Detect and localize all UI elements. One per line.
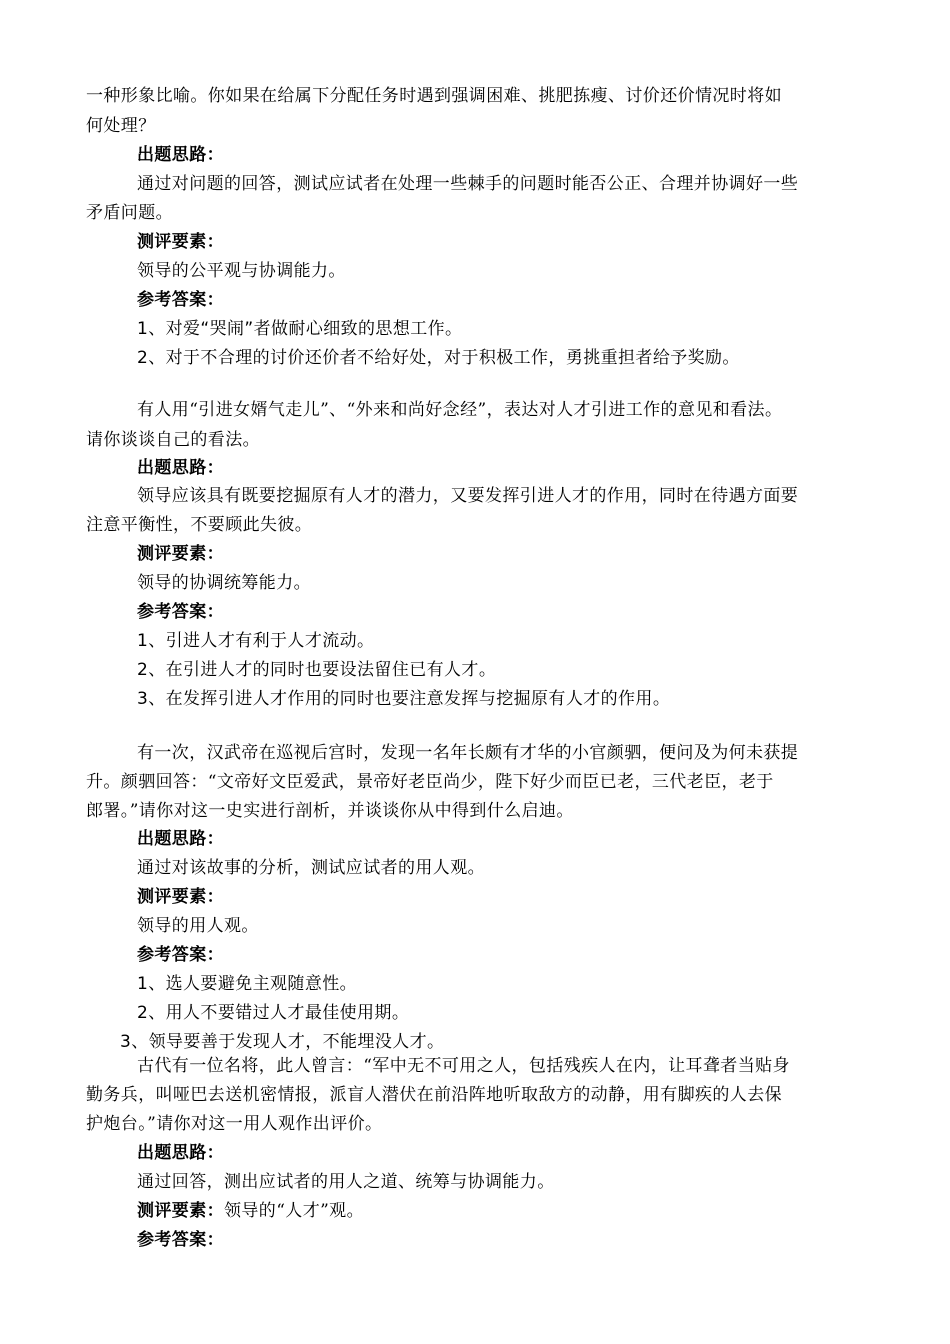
list-item: 3、在发挥引进人才作用的同时也要注意发挥与挖掘原有人才的作用。 [137,689,671,709]
list-item: 1、引进人才有利于人才流动。 [137,631,375,651]
text-line: 矛盾问题。 [86,203,173,223]
question-line: 请你谈谈自己的看法。 [86,430,260,450]
text-value: 领导的“人才”观。 [224,1201,364,1221]
section-heading: 参考答案： [137,290,224,310]
section-heading: 参考答案： [137,945,224,965]
question-line: 有人用“引进女婿气走儿”、“外来和尚好念经”，表达对人才引进工作的意见和看法。 [137,400,783,420]
text-line: 领导应该具有既要挖掘原有人才的潜力，又要发挥引进人才的作用，同时在待遇方面要 [137,486,799,506]
question-line: 郎署。”请你对这一史实进行剖析，并谈谈你从中得到什么启迪。 [86,801,574,821]
text-line: 通过对该故事的分析，测试应试者的用人观。 [137,858,485,878]
text-line: 一种形象比喻。你如果在给属下分配任务时遇到强调困难、挑肥拣瘦、讨价还价情况时将如 [86,86,782,106]
list-item: 2、在引进人才的同时也要设法留住已有人才。 [137,660,497,680]
question-line: 有一次，汉武帝在巡视后宫时，发现一名年长颇有才华的小官颜驷，便问及为何未获提 [137,743,799,763]
question-line: 升。颜驷回答：“文帝好文臣爱武，景帝好老臣尚少，陛下好少而臣已老，三代老臣，老于 [86,772,774,792]
section-heading: 出题思路： [137,829,224,849]
section-heading: 测评要素： [137,544,224,564]
section-heading: 出题思路： [137,1143,224,1163]
section-heading: 测评要素： [137,1201,224,1221]
text-line: 注意平衡性，不要顾此失彼。 [86,515,313,535]
section-heading: 测评要素： [137,232,224,252]
text-line: 何处理？ [86,116,156,136]
list-item: 3、领导要善于发现人才，不能埋没人才。 [120,1032,445,1052]
section-heading: 参考答案： [137,602,224,622]
section-heading: 参考答案： [137,1230,224,1250]
text-line: 通过回答，测出应试者的用人之道、统筹与协调能力。 [137,1172,555,1192]
list-item: 1、选人要避免主观随意性。 [137,974,358,994]
text-line: 通过对问题的回答，测试应试者在处理一些棘手的问题时能否公正、合理并协调好一些 [137,174,799,194]
section-heading: 出题思路： [137,145,224,165]
list-item: 2、用人不要错过人才最佳使用期。 [137,1003,410,1023]
section-heading: 测评要素： [137,887,224,907]
text-line [137,1199,364,1223]
section-heading: 出题思路： [137,458,224,478]
question-line: 护炮台。”请你对这一用人观作出评价。 [86,1114,383,1134]
text-line: 领导的协调统筹能力。 [137,573,311,593]
question-line: 古代有一位名将，此人曾言：“军中无不可用之人，包括残疾人在内，让耳聋者当贴身 [137,1056,790,1076]
text-line: 领导的用人观。 [137,916,259,936]
list-item: 1、对爱“哭闹”者做耐心细致的思想工作。 [137,319,463,339]
text-line: 领导的公平观与协调能力。 [137,261,346,281]
list-item: 2、对于不合理的讨价还价者不给好处，对于积极工作，勇挑重担者给予奖励。 [137,348,740,368]
question-line: 勤务兵，叫哑巴去送机密情报，派盲人潜伏在前沿阵地听取敌方的动静，用有脚疾的人去保 [86,1085,782,1105]
